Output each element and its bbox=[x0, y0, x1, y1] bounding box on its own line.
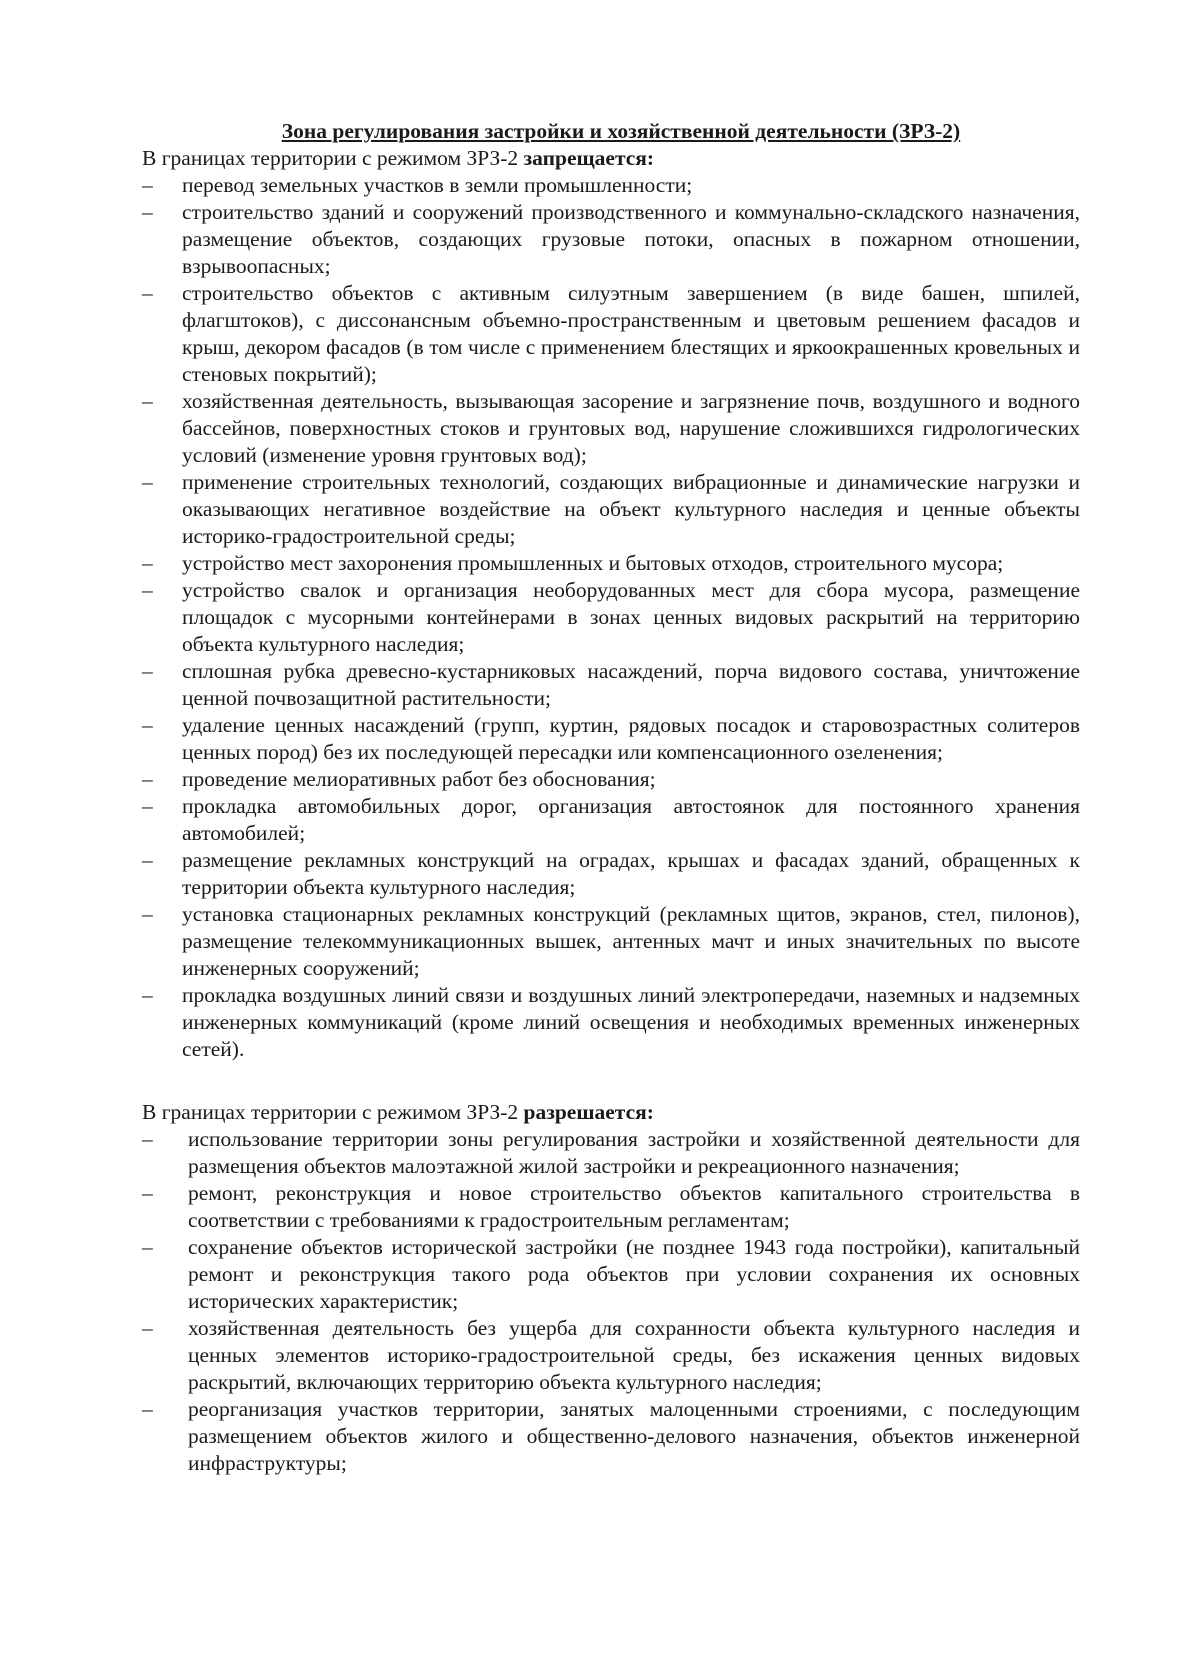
list-item bbox=[142, 658, 1080, 712]
bullet-dash: – bbox=[142, 389, 153, 413]
list-item bbox=[142, 199, 1080, 280]
list-item bbox=[142, 712, 1080, 766]
list-item-text: проведение мелиоративных работ без обоснования; bbox=[182, 767, 656, 791]
document-title: Зона регулирования застройки и хозяйственной деятельности (ЗРЗ-2) bbox=[281, 119, 961, 143]
bullet-dash: – bbox=[142, 1316, 153, 1340]
permitted-list bbox=[142, 1126, 1080, 1477]
bullet-dash: – bbox=[142, 281, 153, 305]
bullet-dash: – bbox=[142, 1181, 153, 1205]
list-item bbox=[142, 1234, 1080, 1315]
list-item-text: перевод земельных участков в земли промышленности; bbox=[182, 173, 693, 197]
list-item bbox=[142, 982, 1080, 1063]
prohibited-list bbox=[142, 172, 1080, 1063]
list-item bbox=[142, 1126, 1080, 1180]
prohibited-intro-keyword: запрещается: bbox=[523, 146, 655, 170]
bullet-dash: – bbox=[142, 1127, 153, 1151]
prohibited-intro-text: В границах территории с режимом ЗРЗ-2 bbox=[142, 146, 524, 170]
list-item-text: устройство свалок и организация необорудованных мест для сбора мусора, размещение площадок с мусорными контейнерами в зонах ценных видовых раскрытий на территорию объекта культурного наследия; bbox=[182, 578, 1080, 656]
bullet-dash: – bbox=[142, 578, 153, 602]
bullet-dash: – bbox=[142, 983, 153, 1007]
list-item-text: применение строительных технологий, создающих вибрационные и динамические нагрузки и оказывающих негативное воздействие на объект культурного наследия и ценные объекты историко-градостроительной среды; bbox=[182, 470, 1080, 548]
list-item bbox=[142, 172, 1080, 199]
list-item bbox=[142, 1315, 1080, 1396]
list-item bbox=[142, 766, 1080, 793]
list-item bbox=[142, 1396, 1080, 1477]
bullet-dash: – bbox=[142, 1397, 153, 1421]
permitted-intro bbox=[142, 1099, 1080, 1126]
prohibited-intro bbox=[142, 145, 1080, 172]
list-item bbox=[142, 280, 1080, 388]
list-item-text: использование территории зоны регулирования застройки и хозяйственной деятельности для размещения объектов малоэтажной жилой застройки и рекреационного назначения; bbox=[188, 1127, 1080, 1178]
list-item bbox=[142, 388, 1080, 469]
list-item bbox=[142, 847, 1080, 901]
list-item-text: прокладка автомобильных дорог, организация автостоянок для постоянного хранения автомобилей; bbox=[182, 794, 1080, 845]
list-item-text: удаление ценных насаждений (групп, куртин, рядовых посадок и старовозрастных солитеров ценных пород) без их последующей пересадки или компенсационного озеленения; bbox=[182, 713, 1080, 764]
list-item bbox=[142, 901, 1080, 982]
permitted-intro-keyword: разрешается: bbox=[523, 1100, 654, 1124]
list-item bbox=[142, 550, 1080, 577]
bullet-dash: – bbox=[142, 767, 153, 791]
bullet-dash: – bbox=[142, 173, 153, 197]
permitted-intro-text: В границах территории с режимом ЗРЗ-2 bbox=[142, 1100, 524, 1124]
bullet-dash: – bbox=[142, 848, 153, 872]
list-item-text: хозяйственная деятельность, вызывающая засорение и загрязнение почв, воздушного и водного бассейнов, поверхностных стоков и грунтовых вод, нарушение сложившихся гидрологических условий (изменение уровня грунтовых вод); bbox=[182, 389, 1080, 467]
list-item-text: размещение рекламных конструкций на оградах, крышах и фасадах зданий, обращенных к территории объекта культурного наследия; bbox=[182, 848, 1080, 899]
list-item-text: строительство зданий и сооружений производственного и коммунально-складского назначения, размещение объектов, создающих грузовые потоки, опасных в пожарном отношении, взрывоопасных; bbox=[182, 200, 1080, 278]
list-item-text: сплошная рубка древесно-кустарниковых насаждений, порча видового состава, уничтожение ценной почвозащитной растительности; bbox=[182, 659, 1080, 710]
list-item bbox=[142, 469, 1080, 550]
bullet-dash: – bbox=[142, 659, 153, 683]
bullet-dash: – bbox=[142, 902, 153, 926]
bullet-dash: – bbox=[142, 794, 153, 818]
list-item bbox=[142, 793, 1080, 847]
list-item-text: сохранение объектов исторической застройки (не позднее 1943 года постройки), капитальный ремонт и реконструкция такого рода объектов при условии сохранения их основных исторических характеристик; bbox=[188, 1235, 1080, 1313]
list-item-text: строительство объектов с активным силуэтным завершением (в виде башен, шпилей, флагштоков), с диссонансным объемно-пространственным и цветовым решением фасадов и крыш, декором фасадов (в том числе с применением блестящих и яркоокрашенных кровельных и стеновых покрытий); bbox=[182, 281, 1080, 386]
list-item-text: реорганизация участков территории, занятых малоценными строениями, с последующим размещением объектов жилого и общественно-делового назначения, объектов инженерной инфраструктуры; bbox=[188, 1397, 1080, 1475]
bullet-dash: – bbox=[142, 1235, 153, 1259]
list-item-text: ремонт, реконструкция и новое строительство объектов капитального строительства в соответствии с требованиями к градостроительным регламентам; bbox=[188, 1181, 1080, 1232]
list-item-text: устройство мест захоронения промышленных и бытовых отходов, строительного мусора; bbox=[182, 551, 1004, 575]
bullet-dash: – bbox=[142, 200, 153, 224]
bullet-dash: – bbox=[142, 713, 153, 737]
list-item-text: установка стационарных рекламных конструкций (рекламных щитов, экранов, стел, пилонов), размещение телекоммуникационных вышек, антенных мачт и иных значительных по высоте инженерных сооружений; bbox=[182, 902, 1080, 980]
list-item bbox=[142, 1180, 1080, 1234]
bullet-dash: – bbox=[142, 551, 153, 575]
list-item-text: прокладка воздушных линий связи и воздушных линий электропередачи, наземных и надземных инженерных коммуникаций (кроме линий освещения и необходимых временных инженерных сетей). bbox=[182, 983, 1080, 1061]
bullet-dash: – bbox=[142, 470, 153, 494]
list-item-text: хозяйственная деятельность без ущерба для сохранности объекта культурного наследия и ценных элементов историко-градостроительной среды, без искажения ценных видовых раскрытий, включающих территорию объекта культурного наследия; bbox=[188, 1316, 1080, 1394]
list-item bbox=[142, 577, 1080, 658]
